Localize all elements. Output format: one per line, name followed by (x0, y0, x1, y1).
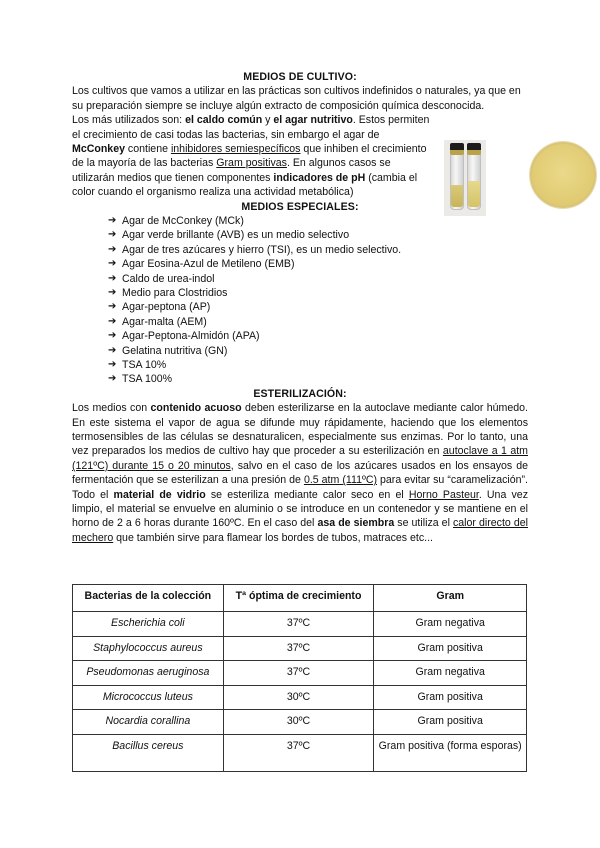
bold-agar-nutritivo: el agar nutritivo (273, 114, 353, 127)
table-row (73, 685, 527, 710)
underlined-autoclave: autoclave a 1 atm (121ºC) durante 15 o 20 minutos (72, 445, 529, 472)
arrow-icon: ➔ (108, 215, 117, 227)
list-item-label: Gelatina nutritiva (GN) (122, 344, 228, 357)
underlined-pressure: 0.5 atm (111ºC) (303, 474, 378, 487)
list-item-label: Medio para Clostridios (122, 287, 228, 300)
underlined-gram-positivas: Gram positivas (216, 157, 287, 170)
table-header-row (73, 585, 527, 612)
bacteria-table (72, 584, 527, 772)
sterilization-paragraph (72, 401, 528, 545)
table-row (73, 661, 527, 686)
arrow-icon: ➔ (108, 344, 117, 356)
special-media-heading: MEDIOS ESPECIALES: (241, 200, 359, 213)
optimal-temperature: 37ºC (223, 636, 374, 661)
header-gram: Gram (374, 585, 527, 612)
list-item-label: Agar de McConkey (MCk) (122, 215, 244, 228)
list-item-label: Caldo de urea-indol (122, 272, 215, 285)
gram-type: Gram positiva (374, 685, 527, 710)
page-title: MEDIOS DE CULTIVO: (243, 71, 357, 83)
list-item (108, 300, 528, 314)
list-item-label: Agar Eosina-Azul de Metileno (EMB) (122, 258, 295, 271)
text-run: se utiliza el (394, 517, 453, 530)
bacteria-name: Staphylococcus aureus (73, 636, 224, 661)
list-item-label: Agar de tres azúcares y hierro (TSI), es un medio selectivo. (122, 243, 402, 256)
underlined-horno-pasteur: Horno Pasteur (408, 488, 479, 501)
bacteria-name: Bacillus cereus (73, 734, 224, 771)
table-row (73, 710, 527, 735)
text-run: para evitar su “caramelización”. Todo el (72, 474, 528, 501)
bold-material-vidrio: material de vidrio (113, 488, 206, 501)
underlined-inhibidores: inhibidores semiespecíficos (170, 143, 301, 156)
list-item-label: Agar-malta (AEM) (122, 315, 207, 328)
arrow-icon: ➔ (108, 315, 117, 327)
arrow-icon: ➔ (108, 287, 117, 299)
tube-liquid (468, 181, 480, 207)
list-item-label: Agar-Peptona-Almidón (APA) (122, 330, 260, 343)
bacteria-name: Escherichia coli (73, 612, 224, 637)
optimal-temperature: 30ºC (223, 685, 374, 710)
table-row (73, 636, 527, 661)
text-run: contiene (124, 143, 171, 156)
table-row (73, 612, 527, 637)
tube-icon (450, 144, 464, 210)
text-run: Los medios con (72, 402, 151, 415)
bold-mcconkey: McConkey (72, 143, 125, 156)
header-temperature: Tª óptima de crecimiento (223, 585, 374, 612)
gram-type: Gram positiva (374, 636, 527, 661)
list-item-label: TSA 100% (122, 373, 173, 386)
arrow-icon: ➔ (108, 243, 117, 255)
bacteria-name: Nocardia corallina (73, 710, 224, 735)
text-run: se esteriliza mediante calor seco en el (205, 488, 409, 501)
text-run: , salvo en el caso de los azúcares usados en los ensayos de fermentación que se esterilizan a una presión de (72, 459, 528, 487)
header-bacteria: Bacterias de la colección (73, 585, 224, 612)
text-run: que inhiben el crecimiento de la mayoría de las bacterias (72, 143, 427, 170)
table-row (73, 734, 527, 771)
text-run: (cambia el color cuando el organismo realiza una actividad metabólica) (72, 171, 418, 199)
bold-asa-siembra: asa de siembra (317, 517, 395, 530)
document-page (72, 70, 528, 545)
list-item (108, 329, 528, 343)
bacteria-name: Pseudomonas aeruginosa (73, 661, 224, 686)
intro-paragraph-2 (72, 113, 432, 199)
gram-type: Gram positiva (forma esporas) (374, 734, 527, 771)
arrow-icon: ➔ (108, 358, 117, 370)
tube-cap (450, 143, 464, 155)
text-run: deben esterilizarse en la autoclave mediante calor húmedo. En este sistema el vapor de agua se difunde muy rápidamente, haciendo que los elementos termosensibles de las células se desnaturalicen, especialmente sus enzimas. Por lo tanto, una vez preparados los medios de cultivo hay que proceder a su esterilización en (72, 402, 528, 458)
text-run: y (262, 114, 274, 127)
tube-liquid (451, 185, 463, 207)
list-item (108, 228, 528, 242)
underlined-calor-mechero: calor directo del mechero (72, 517, 528, 544)
gram-type: Gram negativa (374, 661, 527, 686)
special-media-list (72, 214, 528, 387)
optimal-temperature: 30ºC (223, 710, 374, 735)
intro-section (72, 84, 528, 199)
list-item (108, 358, 528, 372)
text-run: . Estos permiten el crecimiento de casi todas las bacterias, sin embargo el agar de (72, 114, 430, 141)
list-item-label: Agar-peptona (AP) (122, 301, 211, 314)
list-item (108, 344, 528, 358)
optimal-temperature: 37ºC (223, 661, 374, 686)
list-item (108, 257, 528, 271)
optimal-temperature: 37ºC (223, 734, 374, 771)
bold-caldo-comun: el caldo común (185, 114, 263, 127)
text-run: . En algunos casos se utilizarán medios que tienen componentes (72, 157, 391, 184)
list-item (108, 372, 528, 386)
bold-indicadores-ph: indicadores de pH (273, 171, 366, 184)
bacteria-name: Micrococcus luteus (73, 685, 224, 710)
gram-type: Gram positiva (374, 710, 527, 735)
intro-paragraph-1: Los cultivos que vamos a utilizar en las prácticas son cultivos indefinidos o naturales, ya que en su preparación siempre se incluye algún extracto de composición química desconocida. (72, 85, 521, 112)
arrow-icon: ➔ (108, 373, 117, 385)
arrow-icon: ➔ (108, 301, 117, 313)
culture-tubes-image (444, 140, 486, 216)
arrow-icon: ➔ (108, 272, 117, 284)
text-run: . Una vez limpio, el material se envuelve en aluminio o se introduce en un contenedor y se mantiene en el horno de 2 a 6 horas durante 160ºC. En el caso del (72, 488, 528, 530)
tube-icon (467, 144, 481, 210)
arrow-icon: ➔ (108, 229, 117, 241)
culture-images (444, 140, 600, 220)
text-run: Los más utilizados son: (72, 114, 186, 127)
petri-dish-image (530, 142, 596, 208)
list-item (108, 315, 528, 329)
arrow-icon: ➔ (108, 330, 117, 342)
list-item-label: TSA 10% (122, 358, 167, 371)
gram-type: Gram negativa (374, 612, 527, 637)
list-item (108, 243, 528, 257)
optimal-temperature: 37ºC (223, 612, 374, 637)
sterilization-heading: ESTERILIZACIÓN: (253, 387, 347, 400)
arrow-icon: ➔ (108, 258, 117, 270)
tube-cap (467, 143, 481, 155)
list-item-label: Agar verde brillante (AVB) es un medio selectivo (122, 229, 350, 242)
text-run: que también sirve para flamear los bordes de tubos, matraces etc... (113, 531, 433, 544)
list-item (108, 286, 528, 300)
bold-contenido-acuoso: contenido acuoso (150, 402, 242, 415)
list-item (108, 272, 528, 286)
